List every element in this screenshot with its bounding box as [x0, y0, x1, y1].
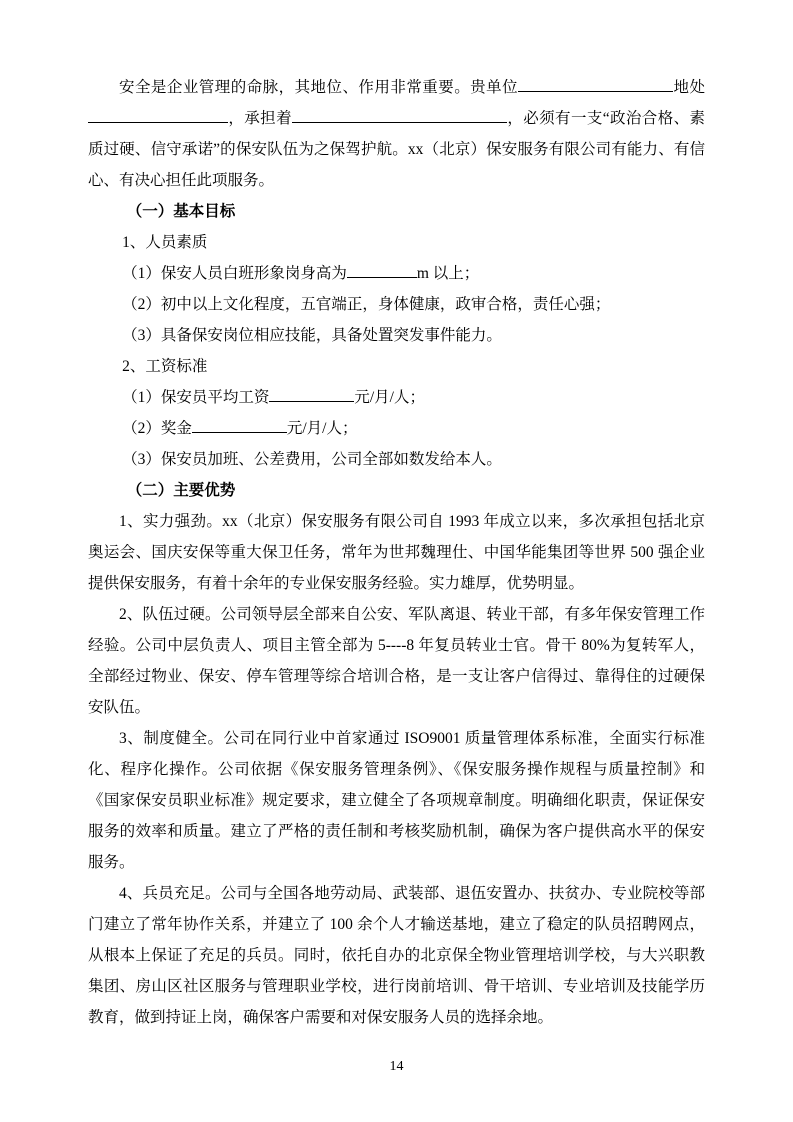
advantage-paragraph-recruitment: 4、兵员充足。公司与全国各地劳动局、武装部、退伍安置办、扶贫办、专业院校等部门建立了常年协作关系，并建立了 100 余个人才输送基地，建立了稳定的队员招聘网点，从根本上保证了充足的兵员。同时，依托自办的北京保全物业管理培训学校，与大兴职教集团、房山区社区服务与管理职业学校，进行岗前培训、骨干培训、专业培训及技能学历教育，做到持证上岗，确保客户需要和对保安服务人员的选择余地。 [88, 885, 705, 1026]
blank-bonus-value [192, 417, 287, 434]
page-number: 14 [389, 1059, 404, 1074]
section-heading-basic-goals: （一）基本目标 [126, 203, 236, 220]
section-heading-advantages: （二）主要优势 [126, 482, 236, 499]
intro-text-4: ，必须有一支“政治合格、素质过硬、信守承诺”的保安队伍为之保驾护航。xx（北京）保安服务有限公司有能力、有信心、有决心担任此项服务。 [88, 110, 705, 189]
intro-text-3: ，承担着 [228, 110, 292, 127]
subitem-bonus [88, 413, 705, 444]
blank-height-value [347, 262, 417, 279]
blank-unit-name [518, 76, 673, 93]
intro-text-1: 安全是企业管理的命脉，其地位、作用非常重要。贵单位 [119, 79, 519, 96]
advantage-paragraph-system: 3、制度健全。公司在同行业中首家通过 ISO9001 质量管理体系标准，全面实行标准化、程序化操作。公司依据《保安服务管理条例》、《保安服务操作规程与质量控制》和《国家保安员职业标准》规定要求，建立健全了各项规章制度。明确细化职责，保证保安服务的效率和质量。建立了严格的责任制和考核奖励机制，确保为客户提供高水平的保安服务。 [88, 730, 705, 871]
subitem-education-requirement: （2）初中以上文化程度，五官端正，身体健康，政审合格，责任心强； [122, 296, 611, 313]
height-requirement-unit: m 以上； [416, 265, 480, 282]
item-personnel-quality: 1、人员素质 [122, 234, 208, 251]
subitem-overtime-pay: （3）保安员加班、公差费用，公司全部如数发给本人。 [122, 451, 502, 468]
blank-location [88, 107, 228, 124]
subitem-average-wage [88, 382, 705, 413]
subitem-skill-requirement: （3）具备保安岗位相应技能，具备处置突发事件能力。 [122, 327, 502, 344]
blank-wage-value [269, 386, 354, 403]
intro-text-2: 地处 [673, 79, 705, 96]
bonus-unit: 元/月/人； [286, 420, 358, 437]
bonus-text: （2）奖金 [122, 420, 192, 437]
blank-responsibility [292, 107, 507, 124]
average-wage-text: （1）保安员平均工资 [122, 389, 270, 406]
intro-paragraph [88, 72, 705, 196]
subitem-height-requirement [88, 258, 705, 289]
advantage-paragraph-team: 2、队伍过硬。公司领导层全部来自公安、军队离退、转业干部，有多年保安管理工作经验。公司中层负责人、项目主管全部为 5----8 年复员转业士官。骨干 80%为复转军人，全部经过物业、保安、停车管理等综合培训合格，是一支让客户信得过、靠得住的过硬保安队伍。 [88, 606, 705, 716]
advantage-paragraph-strength: 1、实力强劲。xx（北京）保安服务有限公司自 1993 年成立以来，多次承担包括北京奥运会、国庆安保等重大保卫任务，常年为世邦魏理仕、中国华能集团等世界 500 强企业提供保安服务，有着十余年的专业保安服务经验。实力雄厚，优势明显。 [88, 513, 705, 592]
average-wage-unit: 元/月/人； [354, 389, 425, 406]
height-requirement-text: （1）保安人员白班形象岗身高为 [122, 265, 347, 282]
item-wage-standard: 2、工资标准 [122, 358, 208, 375]
